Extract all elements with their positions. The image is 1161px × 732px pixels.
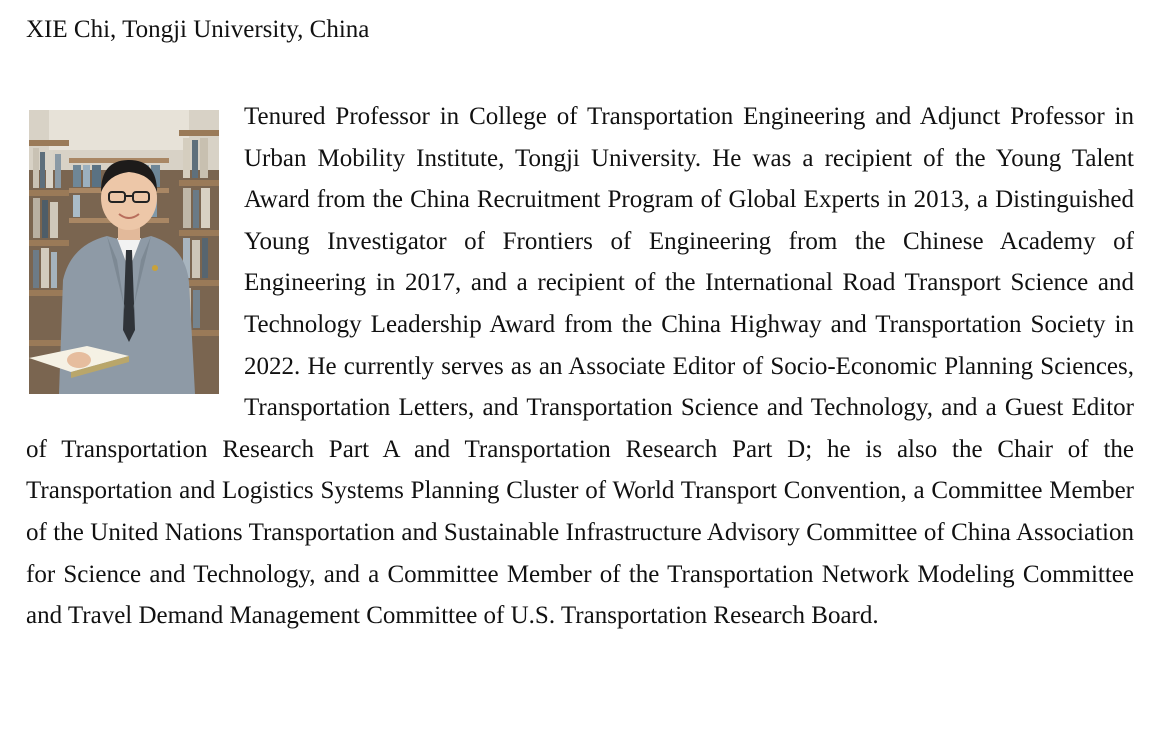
bio-section (26, 96, 1134, 637)
portrait-photo (29, 110, 219, 394)
page-title: XIE Chi, Tongji University, China (26, 16, 370, 43)
profile-page (26, 0, 1134, 637)
bio-text: Tenured Professor in College of Transportation Engineering and Adjunct Professor in Urban Mobility Institute, Tongji University. He was a recipient of the Young Talent Award from the China Recruitment Program of Global Experts in 2013, a Distinguished Young Investigator of Frontiers of Engineering from the Chinese Academy of Engineering in 2017, and a recipient of the International Road Transport Science and Technology Leadership Award from the China Highway and Transportation Society in 2022. He currently serves as an Associate Editor of Socio-Economic Planning Sciences, Transportation Letters, and Transportation Science and Technology, and a Guest Editor of Transportation Research Part A and Transportation Research Part D; he is also the Chair of the Transportation and Logistics Systems Planning Cluster of World Transport Convention, a Committee Member of the United Nations Transportation and Sustainable Infrastructure Advisory Committee of China Association for Science and Technology, and a Committee Member of the Transportation Network Modeling Committee and Travel Demand Management Committee of U.S. Transportation Research Board. (26, 103, 1134, 630)
